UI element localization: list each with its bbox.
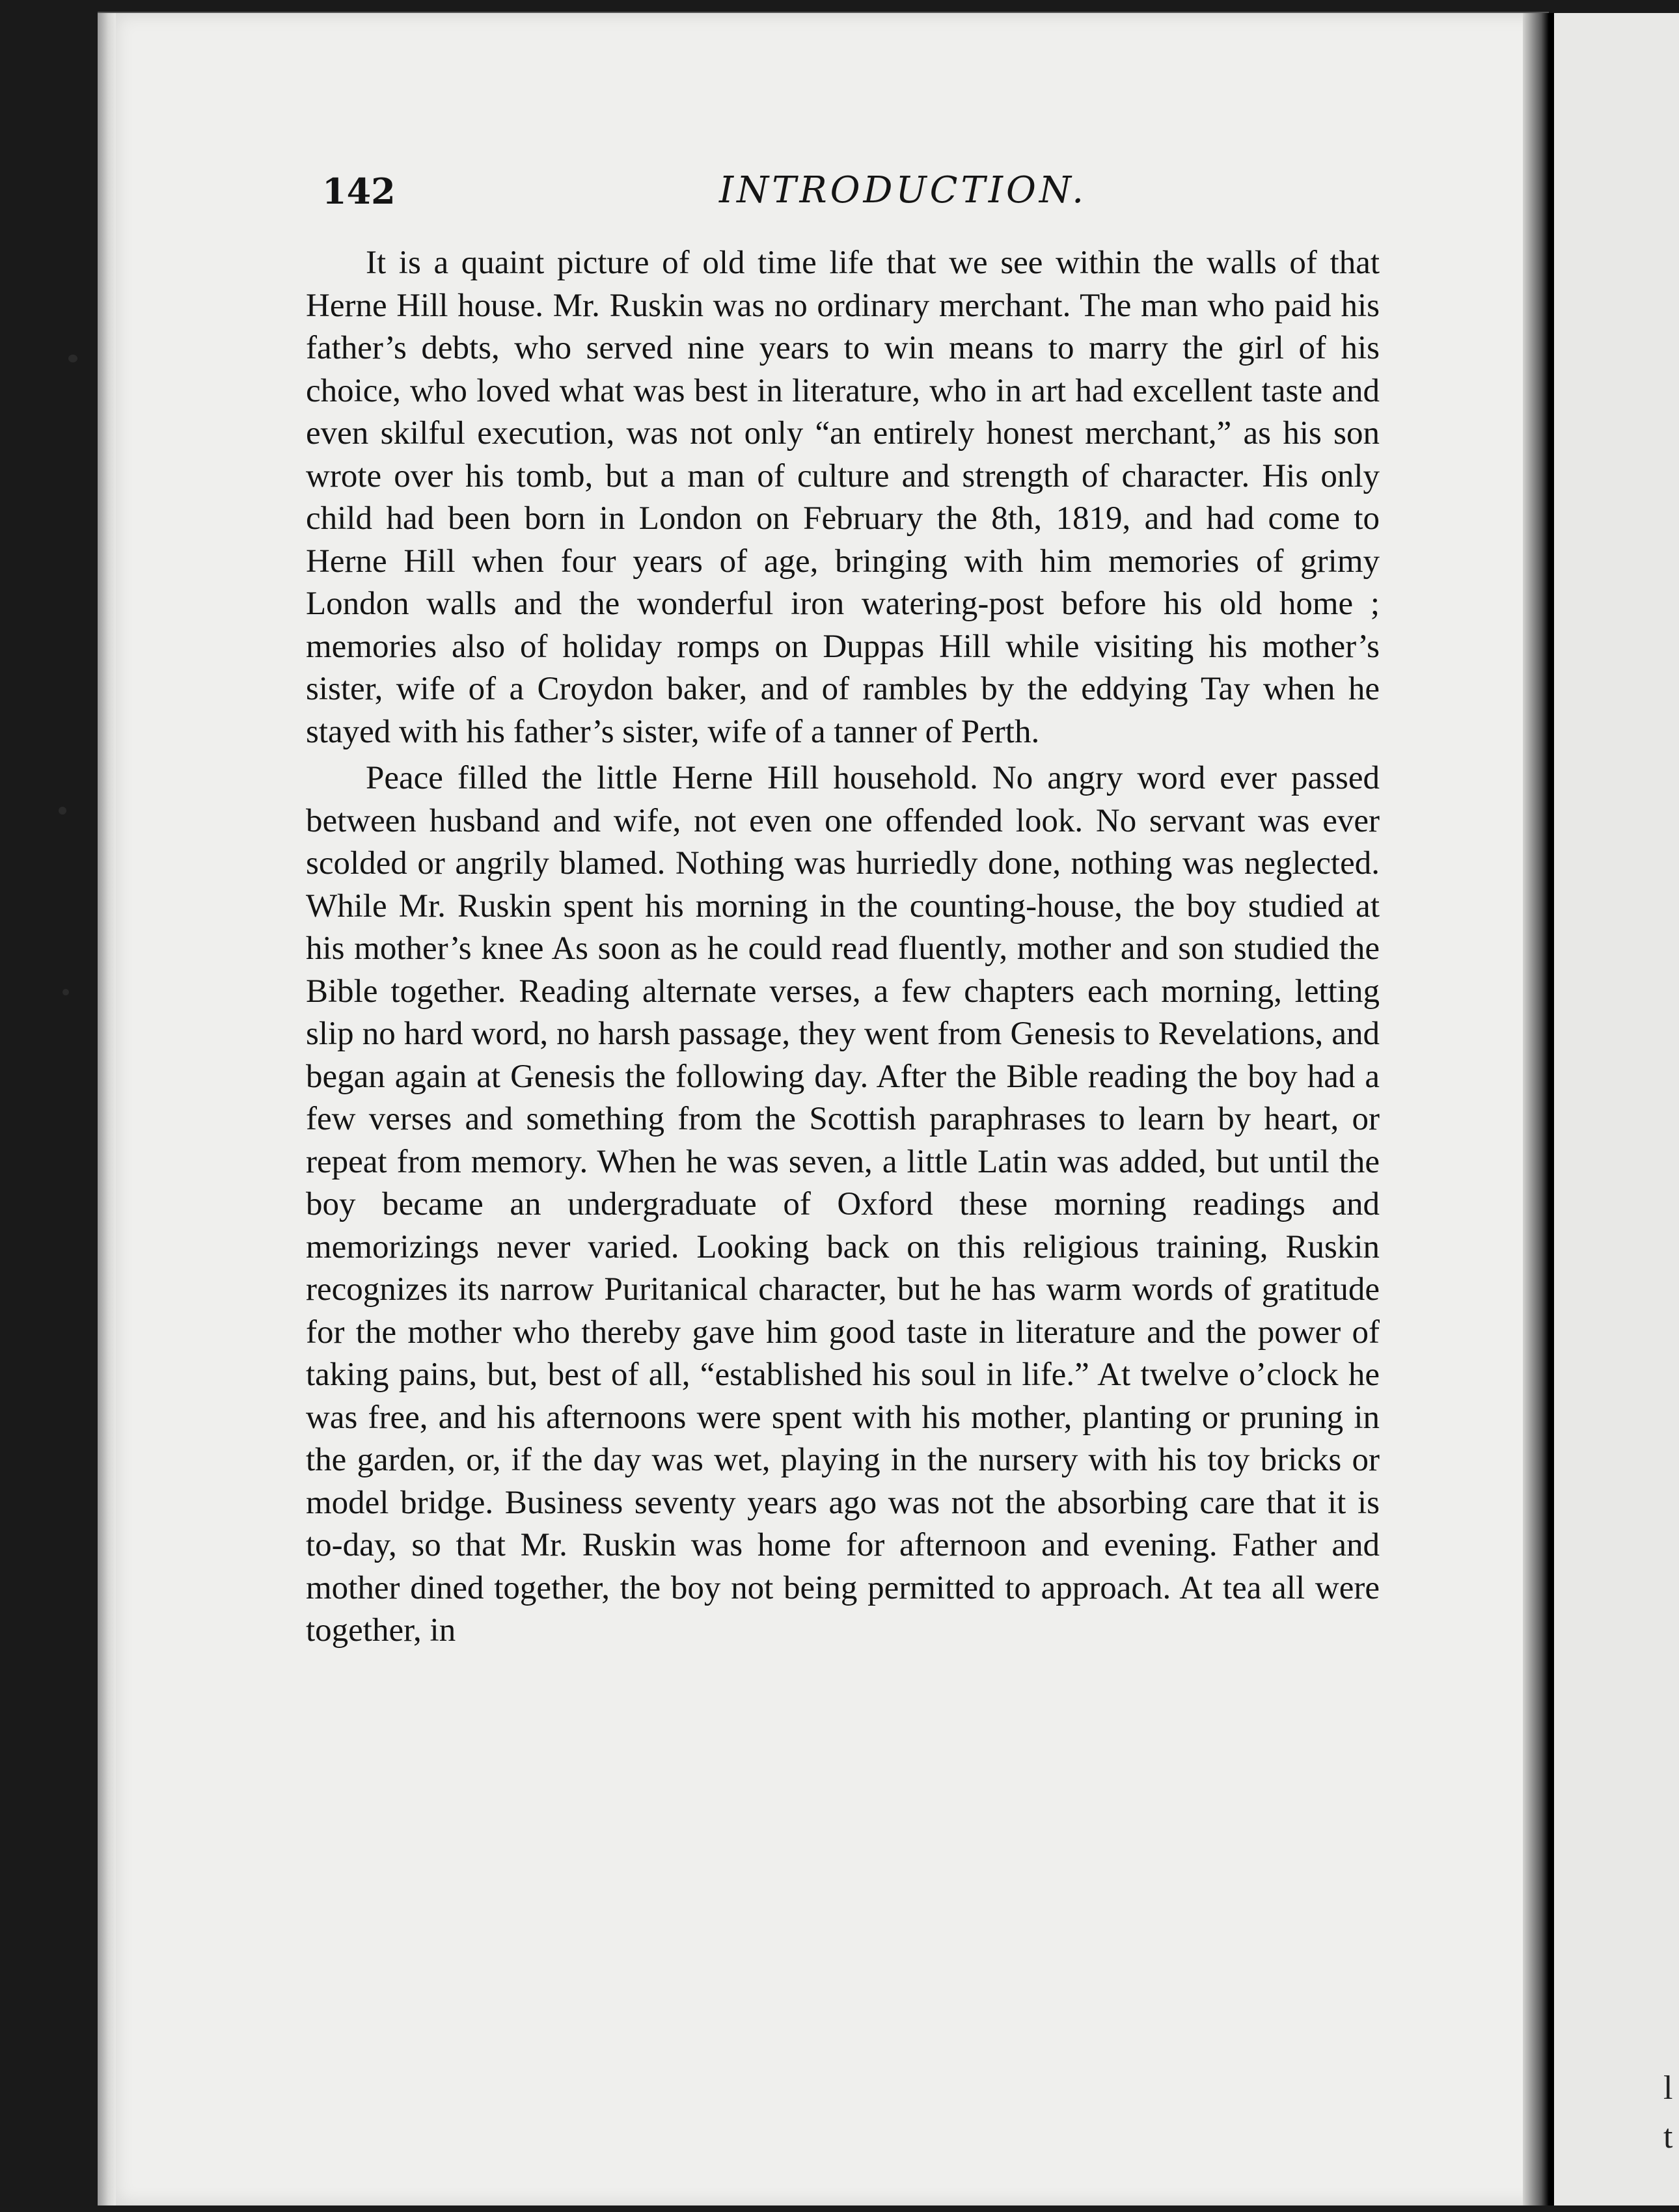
paragraph: It is a quaint picture of old time life that we see within the walls of that Herne Hill house. Mr. Ruskin was no ordinary merchant. The man who paid his father’s debts, who served nine years to win means to marry the girl of his choice, who loved what was best in literature, who in art had excellent taste and even skilful execution, was not only “an entirely honest merchant,” as his son wrote over his tomb, but a man of culture and strength of character. His only child had been born in London on February the 8th, 1819, and had come to Herne Hill when four years of age, bringing with him memories of grimy London walls and the wonderful iron watering-post before his old home ; memories also of holiday romps on Duppas Hill while visiting his mother’s sister, wife of a Croydon baker, and of rambles by the eddying Tay when he stayed with his father’s sister, wife of a tanner of Perth. (306, 245, 1380, 750)
page-number: 142 (322, 170, 396, 212)
facing-page-fragment: t (1663, 2118, 1673, 2155)
facing-page-fragment: l (1663, 2070, 1673, 2107)
scan-speck (59, 807, 66, 815)
body-text (306, 242, 1380, 1652)
scan-speck (68, 355, 77, 362)
page-left-edge (98, 13, 116, 2205)
running-title: INTRODUCTION. (719, 169, 1087, 211)
paragraph: Peace filled the little Herne Hill household. No angry word ever passed between husband and wife, not even one offended look. No servant was ever scolded or angrily blamed. Nothing was hurriedly done, nothing was neglected. While Mr. Ruskin spent his morning in the counting-house, the boy studied at his mother’s knee As soon as he could read fluently, mother and son studied the Bible together. Reading alternate verses, a few chapters each morning, letting slip no hard word, no harsh passage, they went from Genesis to Revelations, and began again at Genesis the following day. After the Bible reading the boy had a few verses and something from the Scottish paraphrases to learn by heart, or repeat from memory. When he was seven, a little Latin was added, but until the boy became an undergraduate of Oxford these morning readings and memorizings never varied. Looking back on this religious training, Ruskin recognizes its narrow Puritanical character, but he has warm words of gratitude for the mother who thereby gave him good taste in literature and the power of taking pains, but, best of all, “established his soul in life.” At twelve o’clock he was free, and his afternoons were spent with his mother, planting or pruning in the garden, or, if the day was wet, playing in the nursery with his toy bricks or model bridge. Business seventy years ago was not the absorbing care that it is to-day, so that Mr. Ruskin was home for afternoon and evening. Father and mother dined together, the boy not being permitted to approach. At tea all were together, in (306, 760, 1380, 1649)
facing-page (1549, 13, 1679, 2205)
scan-speck (62, 989, 69, 995)
running-head (322, 163, 1376, 221)
book-gutter (1523, 13, 1549, 2205)
